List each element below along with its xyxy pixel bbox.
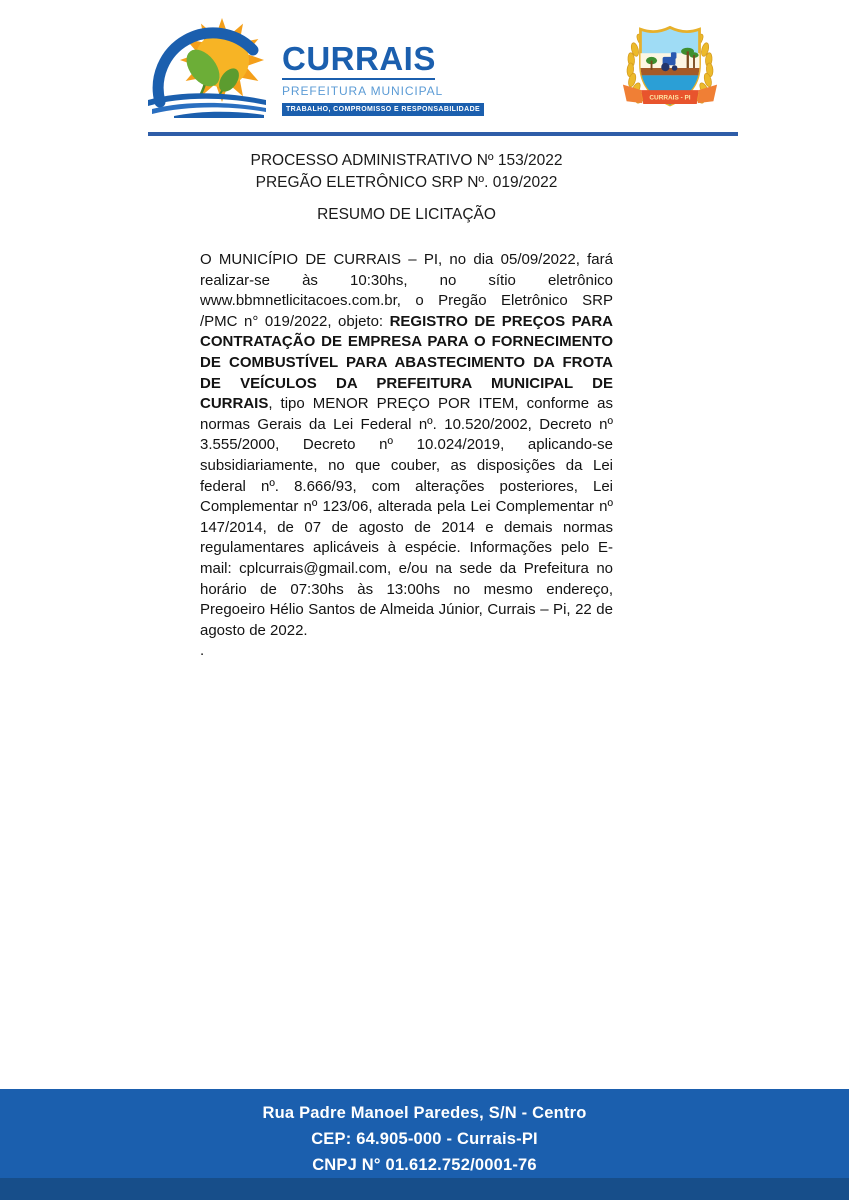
logo-wordmark: [282, 40, 481, 116]
sun-field-logo-icon: [148, 12, 268, 118]
municipal-logo: [148, 12, 481, 118]
document-title-line-2: PREGÃO ELETRÔNICO SRP Nº. 019/2022: [255, 174, 558, 191]
coat-of-arms-icon: [610, 16, 730, 120]
footer-dark-strip: [0, 1178, 849, 1200]
body-object-bold: REGISTRO DE PREÇOS PARA CONTRATAÇÃO DE EMPRESA PARA O FORNECIMENTO DE COMBUSTÍVEL PARA ABASTECIMENTO DA FROTA DE VEÍCULOS DA PREFEITURA MUNICIPAL DE CURRAIS: [200, 312, 613, 413]
footer-address: Rua Padre Manoel Paredes, S/N - Centro: [262, 1104, 587, 1122]
logo-divider: [282, 78, 435, 80]
summary-paragraph: [200, 250, 613, 641]
header-divider-rule: [148, 132, 738, 136]
document-title: [200, 150, 613, 194]
logo-title: CURRAIS: [282, 40, 436, 77]
trailing-dot: .: [200, 642, 205, 660]
footer-cnpj: CNPJ N° 01.612.752/0001-76: [312, 1156, 537, 1174]
document-title-line-1: PROCESSO ADMINISTRATIVO Nº 153/2022: [250, 152, 563, 169]
footer: [0, 1089, 849, 1200]
footer-text: [0, 1089, 849, 1178]
footer-cep: CEP: 64.905-000 - Currais-PI: [311, 1130, 538, 1148]
emblem-banner-text: CURRAIS - PI: [649, 94, 691, 102]
logo-subtitle: PREFEITURA MUNICIPAL: [282, 84, 444, 98]
logo-tagline: TRABALHO, COMPROMISSO E RESPONSABILIDADE: [282, 103, 484, 116]
body-intro: O MUNICÍPIO DE CURRAIS – PI, no dia 05/09/2022, fará realizar-se às 10:30hs, no sítio eletrônico www.bbmnetlicitacoes.com.br, o Pregão Eletrônico SRP /PMC n° 019/2022, objeto:: [200, 251, 613, 330]
document-subtitle: RESUMO DE LICITAÇÃO: [317, 206, 496, 223]
document-body: [200, 250, 613, 662]
body-rest: , tipo MENOR PREÇO POR ITEM, conforme as normas Gerais da Lei Federal nº. 10.520/2002, Decreto nº 3.555/2000, Decreto nº 10.024/2019, aplicando-se subsidiariamente, no que couber, as disposições da Lei federal nº. 8.666/93, com alterações posteriores, Lei Complementar nº 123/06, alterada pela Lei Complementar nº 147/2014, de 07 de agosto de 2014 e demais normas regulamentares aplicáveis à espécie. Informações pelo E-mail: cplcurrais@gmail.com, e/ou na sede da Prefeitura no horário de 07:30hs às 13:00hs no mesmo endereço, Pregoeiro Hélio Santos de Almeida Júnior, Currais – Pi, 22 de agosto de 2022.: [200, 395, 613, 639]
